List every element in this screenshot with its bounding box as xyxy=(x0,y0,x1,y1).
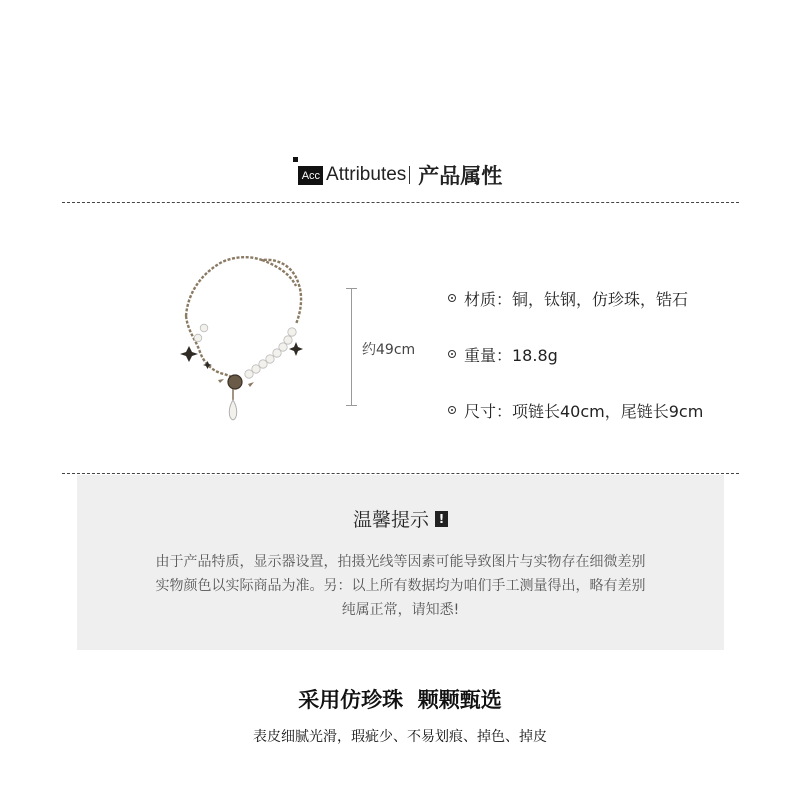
spec-list xyxy=(448,270,703,438)
notice-text xyxy=(77,550,724,622)
header-title-cn: 产品属性 xyxy=(418,164,503,188)
dashed-divider-bottom xyxy=(62,473,739,474)
spec-size-text: 尺寸：项链长40cm，尾链长9cm xyxy=(464,401,704,421)
bullet-circle-icon xyxy=(448,294,456,302)
header-badge: Acc xyxy=(298,166,323,185)
feature-subtitle: 表皮细腻光滑，瑕疵少、不易划痕、掉色、掉皮 xyxy=(253,729,547,745)
necklace-product-image xyxy=(178,252,328,424)
dashed-divider-top xyxy=(62,202,739,203)
bullet-circle-icon xyxy=(448,350,456,358)
feature-title: 采用仿珍珠 颗颗甄选 xyxy=(298,688,502,712)
spec-material-text: 材质：铜，钛钢，仿珍珠，锆石 xyxy=(464,289,689,309)
notice-title: 温馨提示 xyxy=(352,509,429,531)
dimension-line xyxy=(351,288,352,406)
spec-material xyxy=(448,270,703,326)
spec-weight xyxy=(448,326,703,382)
header-divider xyxy=(409,166,410,184)
notice-box xyxy=(77,475,724,650)
exclamation-icon: ! xyxy=(435,511,448,527)
notice-line: 实物颜色以实际商品为准。另：以上所有数据均为咱们手工测量得出，略有差别 xyxy=(155,578,646,594)
bullet-circle-icon xyxy=(448,406,456,414)
badge-dot xyxy=(293,157,298,162)
notice-line: 纯属正常，请知悉! xyxy=(341,602,460,618)
notice-title-row xyxy=(77,505,724,532)
header-inner xyxy=(298,160,503,190)
notice-line: 由于产品特质，显示器设置，拍摄光线等因素可能导致图片与实物存在细微差别 xyxy=(155,554,646,570)
spec-size xyxy=(448,382,703,438)
spec-weight-text: 重量：18.8g xyxy=(464,345,558,365)
header-title-en: Attributes xyxy=(326,164,407,185)
dimension-label: 约49cm xyxy=(362,342,416,358)
section-header xyxy=(0,160,800,190)
